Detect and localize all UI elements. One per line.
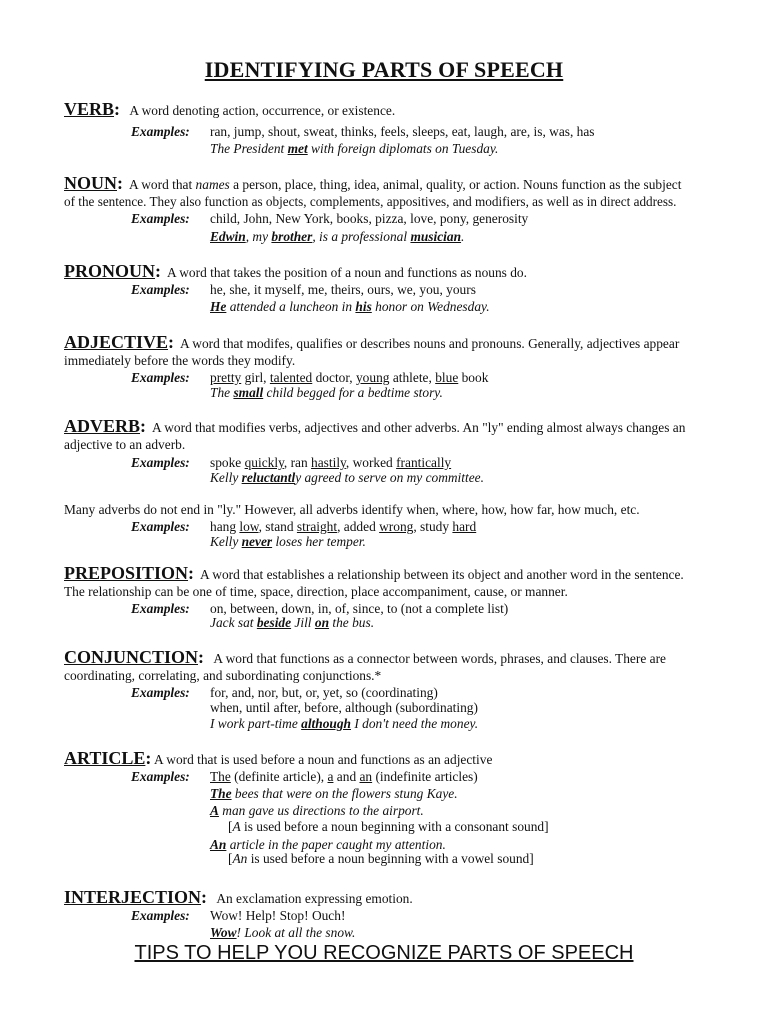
adverb-sentence: Kelly reluctantly agreed to serve on my committee. (210, 470, 484, 485)
page-title: IDENTIFYING PARTS OF SPEECH (204, 57, 564, 82)
preposition-sentence: Jack sat beside Jill on the bus. (210, 615, 375, 630)
examples-label: Examples: (131, 685, 190, 700)
adjective-definition-cont: immediately before the words they modify. (64, 353, 296, 368)
article-sentence-2: A man gave us directions to the airport. (210, 803, 424, 818)
examples-label: Examples: (131, 455, 190, 470)
conjunction-examples: for, and, nor, but, or, yet, so (coordinating) (210, 685, 438, 700)
conjunction-examples-2: when, until after, before, although (subordinating) (210, 700, 478, 715)
noun-sentence: Edwin, my brother, is a professional musician. (210, 229, 465, 244)
examples-label: Examples: (131, 370, 190, 385)
verb-term: VERB (64, 99, 115, 119)
examples-label: Examples: (131, 601, 190, 616)
adverb-sentence-2: Kelly never loses her temper. (210, 534, 366, 549)
noun-term: NOUN (64, 173, 117, 193)
preposition-definition-cont: The relationship can be one of time, space, direction, place accompaniment, cause, or manner. (64, 584, 568, 599)
adverb-definition-cont: adjective to an adverb. (64, 437, 186, 452)
interjection-sentence: Wow! Look at all the snow. (210, 925, 356, 940)
preposition-term: PREPOSITION (64, 563, 189, 583)
adverb-examples: spoke quickly, ran hastily, worked frantically (210, 455, 452, 470)
article-note-2: [An is used before a noun beginning with a vowel sound] (228, 851, 534, 866)
conjunction-definition-cont: coordinating, correlating, and subordinating conjunctions.* (64, 668, 382, 683)
adjective-sentence: The small child begged for a bedtime story. (210, 385, 443, 400)
article-note-1: [A is used before a noun beginning with a consonant sound] (228, 819, 549, 834)
examples-label: Examples: (131, 211, 190, 226)
examples-label: Examples: (131, 769, 190, 784)
pronoun-term: PRONOUN (64, 261, 155, 281)
conjunction-sentence: I work part-time although I don't need the money. (210, 716, 479, 731)
examples-label: Examples: (131, 282, 190, 297)
conjunction-definition: CONJUNCTION: A word that functions as a connector between words, phrases, and clauses. There are (64, 647, 666, 667)
adverb-note: Many adverbs do not end in "ly." However, all adverbs identify when, where, how, how far, how much, etc. (64, 502, 640, 517)
verb-examples: ran, jump, shout, sweat, thinks, feels, sleeps, eat, laugh, are, is, was, has (210, 124, 595, 139)
verb-definition: VERB: A word denoting action, occurrence, or existence. (64, 99, 396, 119)
noun-definition: NOUN: A word that names a person, place, thing, idea, animal, quality, or action. Nouns function as the subject (64, 173, 682, 193)
adverb-term: ADVERB (64, 416, 141, 436)
adjective-examples: pretty girl, talented doctor, young athlete, blue book (210, 370, 489, 385)
noun-examples: child, John, New York, books, pizza, love, pony, generosity (210, 211, 529, 226)
noun-definition-cont: of the sentence. They also function as objects, complements, appositives, and modifiers, as well as in direct address. (64, 194, 677, 209)
adjective-term: ADJECTIVE (64, 332, 169, 352)
article-examples: The (definite article), a and an (indefinite articles) (210, 769, 478, 784)
pronoun-examples: he, she, it myself, me, theirs, ours, we, you, yours (210, 282, 476, 297)
article-definition: ARTICLE: A word that is used before a noun and functions as an adjective (64, 748, 493, 768)
conjunction-term: CONJUNCTION (64, 647, 199, 667)
adjective-definition: ADJECTIVE: A word that modifes, qualifies or describes nouns and pronouns. Generally, adjectives appear (64, 332, 680, 352)
article-sentence-1: The bees that were on the flowers stung Kaye. (210, 786, 458, 801)
adverb-examples-2: hang low, stand straight, added wrong, study hard (210, 519, 477, 534)
examples-label: Examples: (131, 519, 190, 534)
article-term: ARTICLE (64, 748, 146, 768)
examples-label: Examples: (131, 908, 190, 923)
verb-sentence: The President met with foreign diplomats on Tuesday. (210, 141, 499, 156)
adverb-definition: ADVERB: A word that modifies verbs, adjectives and other adverbs. An "ly" ending almost always changes an (64, 416, 686, 436)
preposition-definition: PREPOSITION: A word that establishes a relationship between its object and another word in the sentence. (64, 563, 684, 583)
interjection-term: INTERJECTION (64, 887, 202, 907)
interjection-definition: INTERJECTION: An exclamation expressing emotion. (64, 887, 413, 907)
examples-label: Examples: (131, 124, 190, 139)
tips-heading: TIPS TO HELP YOU RECOGNIZE PARTS OF SPEECH (134, 942, 634, 964)
pronoun-sentence: He attended a luncheon in his honor on Wednesday. (210, 299, 490, 314)
preposition-examples: on, between, down, in, of, since, to (not a complete list) (210, 601, 509, 616)
interjection-examples: Wow! Help! Stop! Ouch! (210, 908, 346, 923)
article-sentence-3: An article in the paper caught my attention. (210, 837, 446, 852)
pronoun-definition: PRONOUN: A word that takes the position of a noun and functions as nouns do. (64, 261, 527, 281)
